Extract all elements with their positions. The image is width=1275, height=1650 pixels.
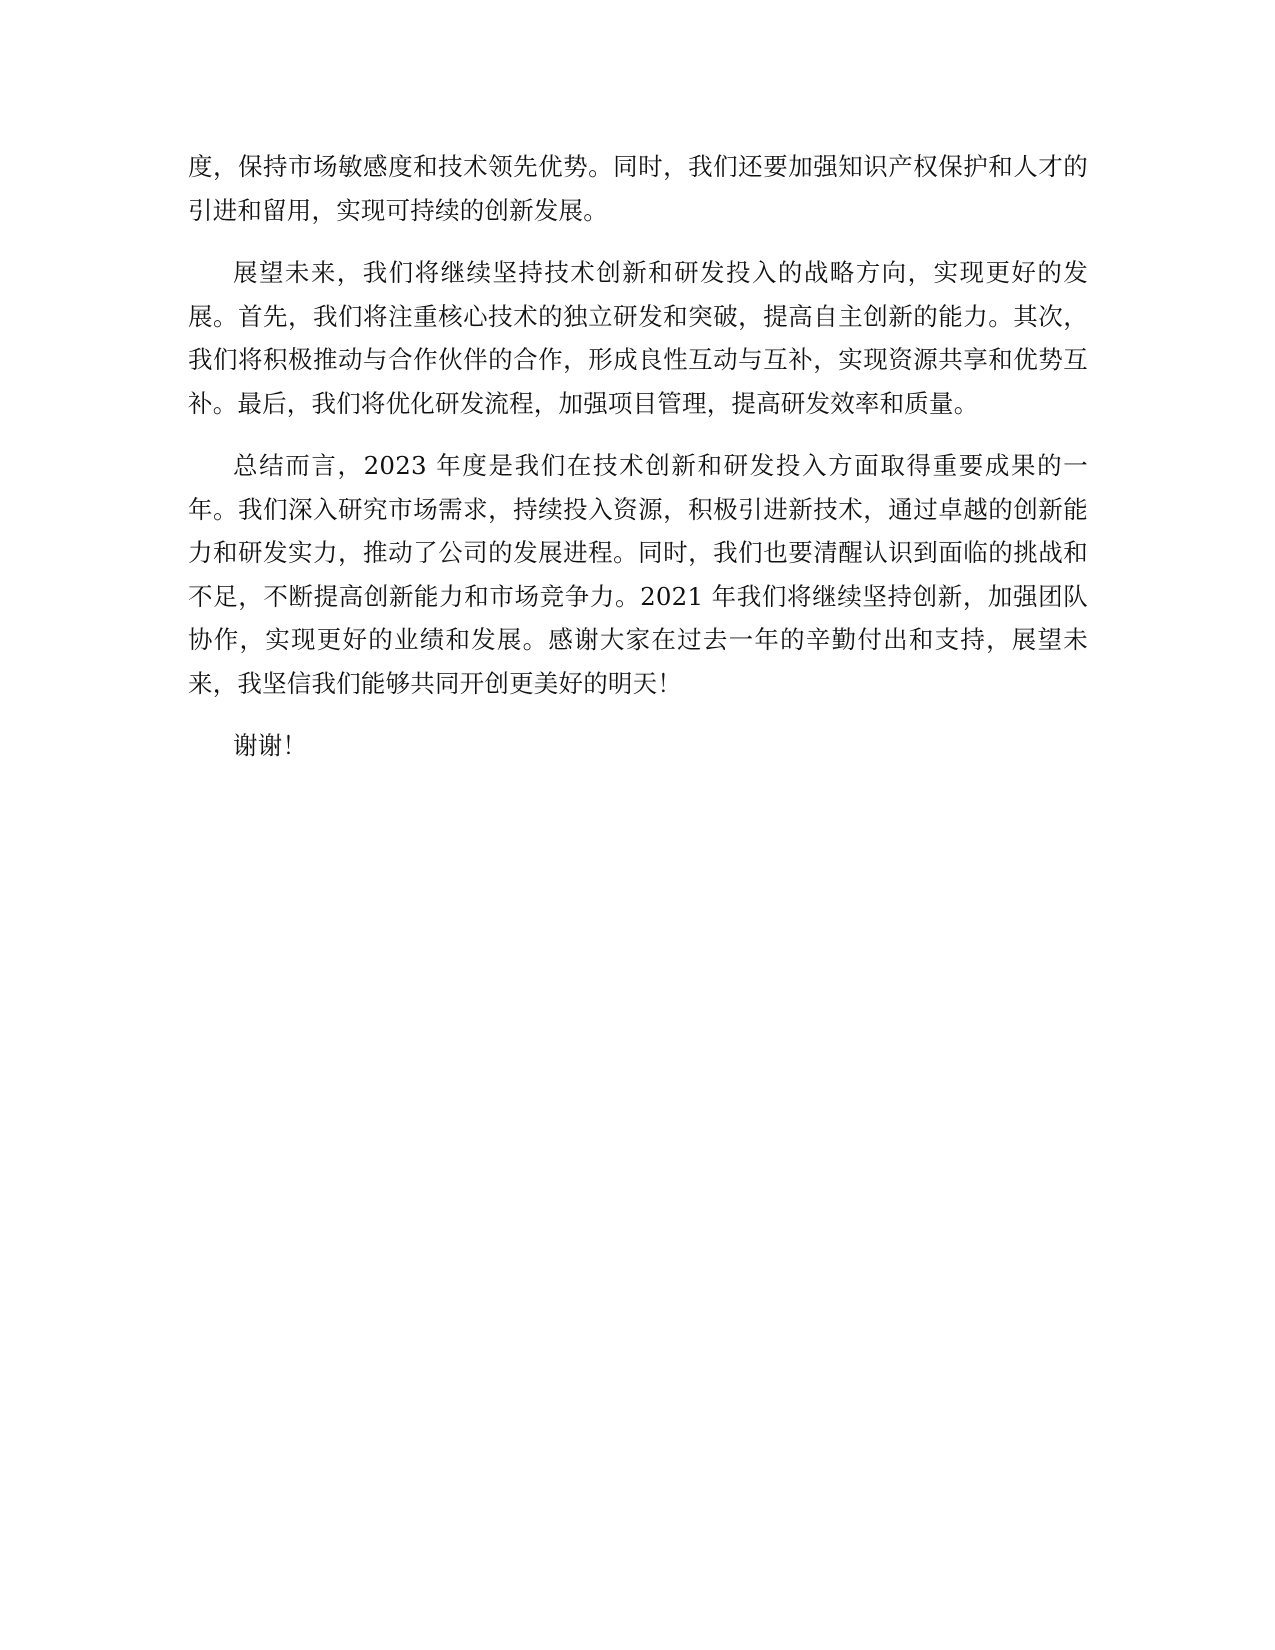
paragraph-summary: 总结而言，2023 年度是我们在技术创新和研发投入方面取得重要成果的一年。我们深入研究市场需求，持续投入资源，积极引进新技术，通过卓越的创新能力和研发实力，推动了公司的发展进程。同时，我们也要清醒认识到面临的挑战和不足，不断提高创新能力和市场竞争力。2021 年我们将继续坚持创新，加强团队协作，实现更好的业绩和发展。感谢大家在过去一年的辛勤付出和支持，展望未来，我坚信我们能够共同开创更美好的明天！ <box>188 451 1088 698</box>
closing-thanks: 谢谢！ <box>233 731 308 760</box>
paragraph-continuation: 度，保持市场敏感度和技术领先优势。同时，我们还要加强知识产权保护和人才的引进和留用，实现可持续的创新发展。 <box>188 152 1088 225</box>
document-page <box>188 145 1088 787</box>
paragraph-outlook: 展望未来，我们将继续坚持技术创新和研发投入的战略方向，实现更好的发展。首先，我们将注重核心技术的独立研发和突破，提高自主创新的能力。其次，我们将积极推动与合作伙伴的合作，形成良性互动与互补，实现资源共享和优势互补。最后，我们将优化研发流程，加强项目管理，提高研发效率和质量。 <box>188 258 1088 418</box>
